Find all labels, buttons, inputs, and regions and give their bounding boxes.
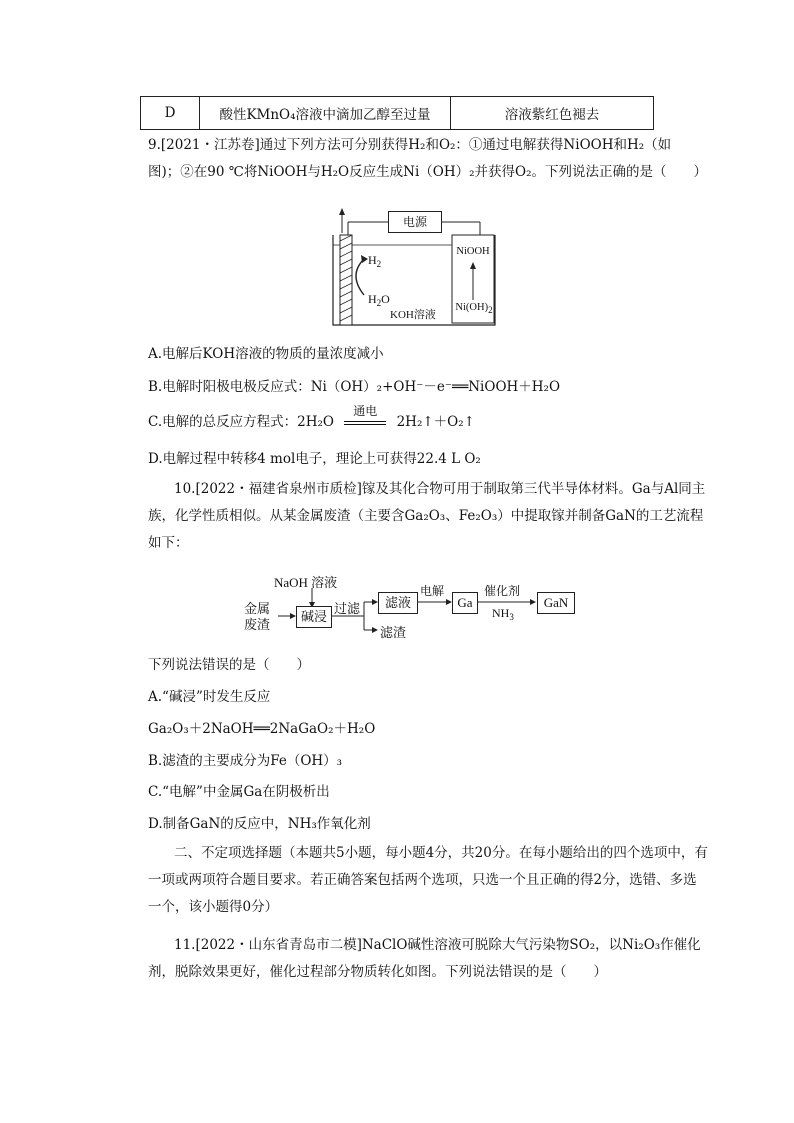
naoh-label: NaOH 溶液	[274, 575, 338, 590]
electrolysis-label: 电解	[420, 584, 445, 598]
q10-stem: 10.[2022・福建省泉州市质检]镓及其化合物可用于制取第三代半导体材料。Ga与Al同主族，化学性质相似。从某金属废渣（主要含Ga₂O₃、Fe₂O₃）中提取镓并制备GaN的工艺流程如下：	[148, 481, 706, 551]
niooh-label: NiOOH	[456, 246, 490, 257]
filter-label: 过滤	[334, 601, 361, 616]
waste-label-line1: 金属	[244, 601, 271, 616]
h2o-oxygen: O	[381, 292, 390, 306]
nh3-subscript: 3	[509, 612, 514, 622]
h2o-subscript: 2	[376, 298, 382, 308]
condition-arrow	[342, 403, 388, 432]
nh3-symbol: NH	[492, 606, 510, 620]
q9-option-d: D.电解过程中转移4 mol电子，理论上可获得22.4 L O₂	[148, 451, 481, 467]
h2-symbol: H	[368, 253, 377, 267]
double-line-top	[344, 421, 386, 422]
catalyst-label: 催化剂	[484, 584, 521, 598]
ga-box: Ga	[452, 592, 478, 614]
power-source-box: 电源	[388, 211, 442, 233]
flowchart	[240, 568, 580, 648]
nioh2-subscript: 2	[488, 305, 493, 315]
table-cell-phenomenon: 溶液紫红色褪去	[451, 97, 654, 130]
q9-option-c	[148, 403, 475, 432]
waste-label	[244, 601, 270, 633]
table-cell-label: D	[141, 97, 200, 130]
q9-option-c-products: 2H₂↑＋O₂↑	[396, 414, 475, 430]
q10-option-a: A.“碱浸”时发生反应	[148, 689, 271, 705]
koh-solution-label: KOH溶液	[390, 309, 436, 321]
h2-label	[368, 253, 381, 269]
condition-label: 通电	[353, 403, 378, 418]
residue-label: 滤渣	[380, 625, 407, 640]
table-cell-operation: 酸性KMnO₄溶液中滴加乙醇至过量	[200, 97, 451, 130]
h2-subscript: 2	[376, 259, 382, 269]
electrolysis-diagram	[330, 205, 500, 335]
q10-option-b: B.滤渣的主要成分为Fe（OH）₃	[148, 753, 343, 769]
q10-option-a-equation: Ga₂O₃＋2NaOH══2NaGaO₂＋H₂O	[148, 721, 376, 737]
q10-option-c: C.“电解”中金属Ga在阴极析出	[148, 784, 330, 800]
answer-table	[140, 96, 654, 130]
h2o-symbol: H	[368, 292, 377, 306]
h2o-label	[368, 292, 390, 308]
table-row	[141, 97, 654, 130]
q9-option-b: B.电解时阳极电极反应式：Ni（OH）₂+OH⁻－e⁻══NiOOH＋H₂O	[148, 379, 561, 395]
gan-box: GaN	[537, 592, 575, 614]
q9-stem-line2: 图)；②在90 ℃将NiOOH与H₂O反应生成Ni（OH）₂并获得O₂。下列说法正确的是（ ）	[148, 164, 707, 180]
q9-option-a: A.电解后KOH溶液的物质的量浓度减小	[148, 346, 384, 362]
nh3-label	[492, 606, 514, 622]
nioh2-formula: Ni(OH)	[455, 302, 489, 313]
waste-label-line2: 废渣	[244, 617, 271, 632]
q11-stem: 11.[2022・山东省青岛市二模]NaClO碱性溶液可脱除大气污染物SO₂，以Ni₂O₃作催化剂，脱除效果更好，催化过程部分物质转化如图。下列说法错误的是（ ）	[148, 937, 701, 980]
double-line-bottom	[344, 424, 386, 425]
q9-option-c-text: C.电解的总反应方程式：2H₂O	[148, 414, 334, 430]
nioh2-label	[453, 302, 495, 315]
section-2-instructions: 二、不定项选择题（本题共5小题，每小题4分，共20分。在每小题给出的四个选项中，有一项或两项符合题目要求。若正确答案包括两个选项，只选一个且正确的得2分，选错、多选一个，该小题得0分）	[148, 845, 708, 915]
leach-box: 碱浸	[296, 606, 332, 628]
q10-option-d: D.制备GaN的反应中，NH₃作氧化剂	[148, 816, 371, 832]
q9-stem-line1: 9.[2021・江苏卷]通过下列方法可分别获得H₂和O₂：①通过电解获得NiOOH和H₂（如	[148, 137, 672, 153]
q10-question: 下列说法错误的是（ ）	[148, 657, 310, 673]
filtrate-box: 滤液	[378, 592, 418, 614]
